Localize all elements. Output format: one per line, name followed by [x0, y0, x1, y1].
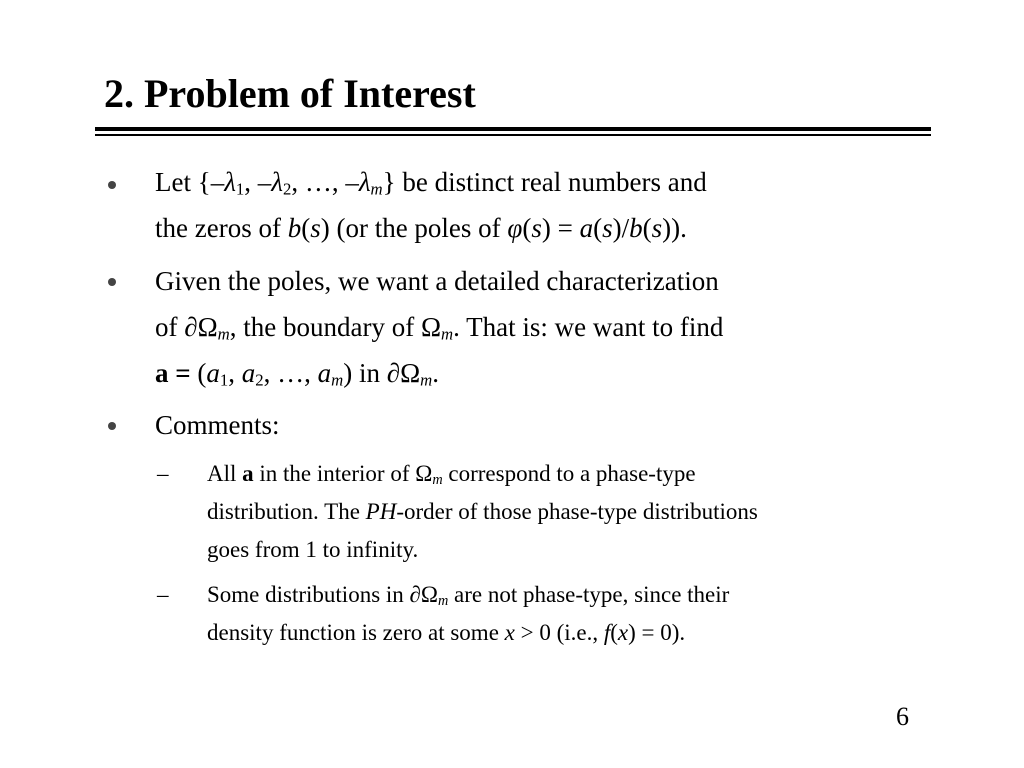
sub-bullet-dash: –	[157, 461, 169, 486]
page-number: 6	[896, 702, 909, 731]
sub-bullet-2-line-2: density function is zero at some x > 0 (i.e., f(x) = 0).	[207, 620, 686, 645]
slide-title: 2. Problem of Interest	[104, 71, 476, 116]
bullet-dot	[108, 422, 116, 430]
sub-bullet-2-line-1: Some distributions in $\partial\Omega_m$ are not phase-type, since their	[207, 582, 730, 610]
bullet-2-line-2: of $\partial\Omega_m$, the boundary of $\Omega_m$. That is: we want to find	[155, 312, 724, 344]
sub-bullet-1-line-2: distribution. The PH-order of those phase-type distributions	[207, 499, 758, 524]
title-rule-thin	[95, 134, 931, 136]
bullet-1-line-1: Let {$-\lambda_1$, $-\lambda_2$, …, $-\lambda_m$} be distinct real numbers and	[155, 167, 707, 199]
bullet-dot	[108, 181, 116, 189]
sub-bullet-dash: –	[157, 582, 169, 607]
bullet-2-line-3: $a = (a_1$, $a_2$, …, $a_m$) in $\partial\Omega_m$.	[155, 358, 439, 390]
bullet-2-line-1: Given the poles, we want a detailed characterization	[155, 266, 719, 296]
sub-bullet-1-line-3: goes from 1 to infinity.	[207, 537, 419, 562]
bullet-dot	[108, 278, 116, 286]
bullet-3-line-1: Comments:	[155, 410, 280, 440]
sub-bullet-1-line-1: All a in the interior of $\Omega_m$ correspond to a phase-type	[207, 461, 696, 489]
title-rule-thick	[95, 127, 931, 131]
bullet-1-line-2: the zeros of b(s) (or the poles of φ(s) = a(s)/b(s)).	[155, 213, 687, 243]
